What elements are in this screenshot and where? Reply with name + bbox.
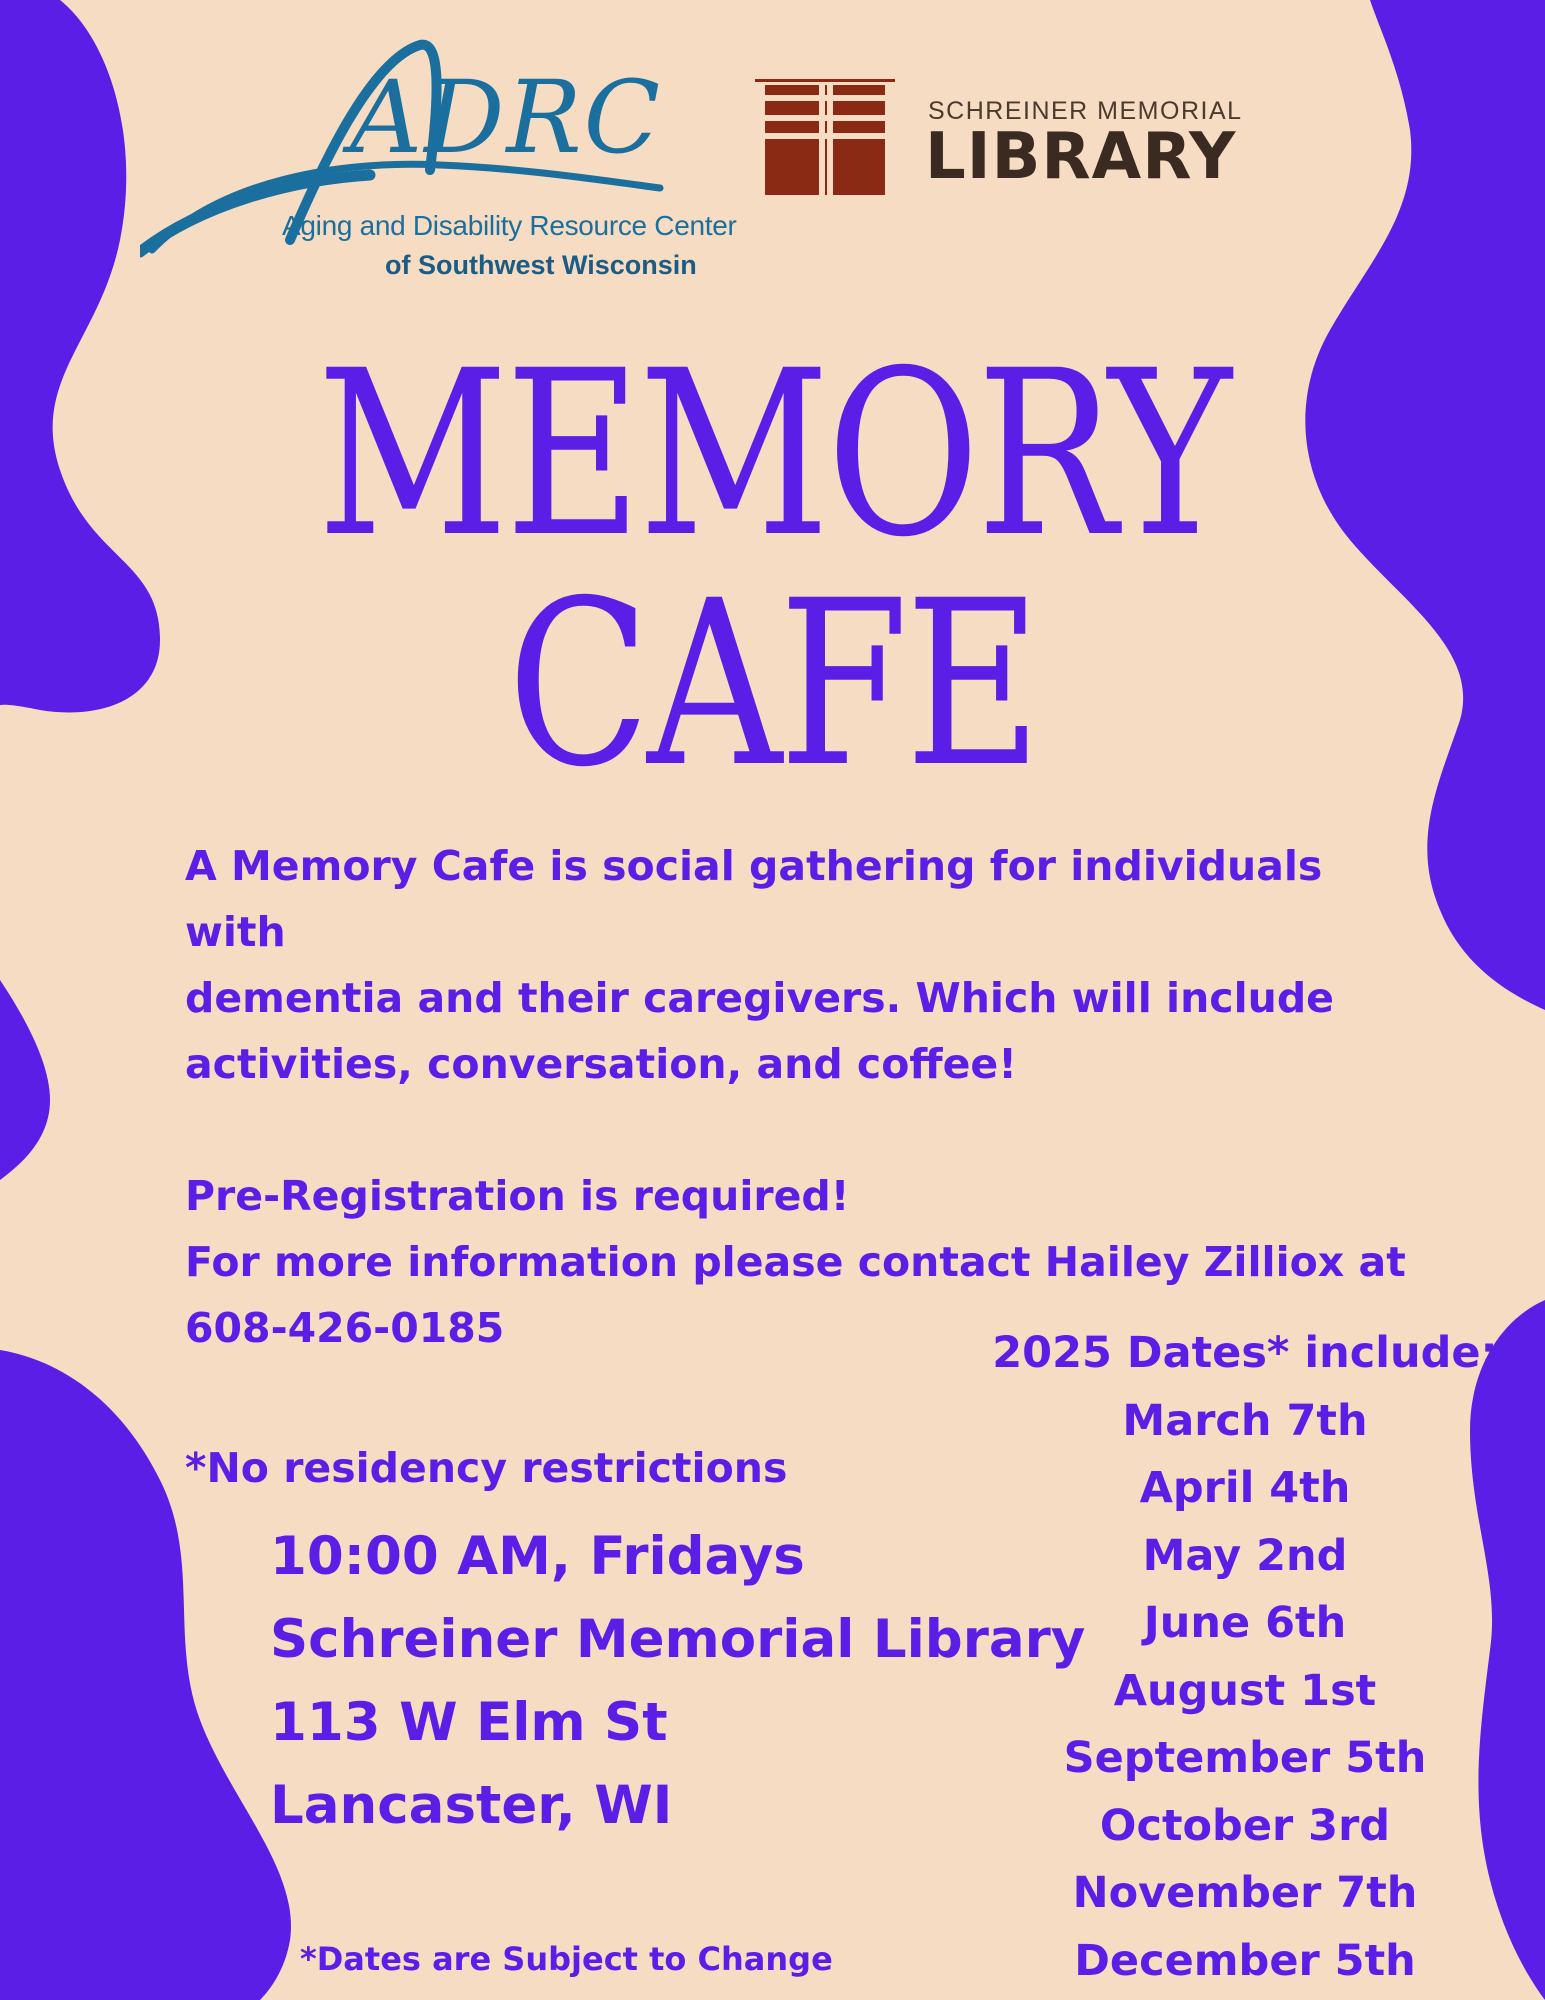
library-logo bbox=[755, 75, 1255, 210]
adrc-logo bbox=[140, 30, 737, 290]
date-item: June 6th bbox=[1143, 1598, 1347, 1648]
spacer bbox=[185, 1097, 1435, 1163]
event-city: Lancaster, WI bbox=[270, 1775, 673, 1836]
description-line: A Memory Cafe is social gathering for individuals with bbox=[185, 842, 1323, 956]
event-venue: Schreiner Memorial Library bbox=[270, 1609, 1086, 1670]
title-cafe: CAFE bbox=[506, 551, 1039, 817]
description-line: dementia and their caregivers. Which will include bbox=[185, 974, 1334, 1022]
date-item: September 5th bbox=[1063, 1733, 1427, 1783]
date-item: November 7th bbox=[1072, 1868, 1418, 1918]
adrc-wordmark: ADRC bbox=[350, 59, 663, 176]
library-columns-icon bbox=[755, 75, 895, 205]
date-item: October 3rd bbox=[1099, 1800, 1391, 1851]
date-item: March 7th bbox=[1122, 1395, 1368, 1446]
date-item: May 2nd bbox=[1142, 1530, 1348, 1581]
date-item: December 5th bbox=[1074, 1935, 1416, 1986]
title-line2 bbox=[0, 551, 1545, 817]
date-item: April 4th bbox=[1139, 1463, 1351, 1513]
title-memory: MEMORY bbox=[316, 321, 1229, 587]
residency-note: *No residency restrictions bbox=[185, 1444, 788, 1492]
description-line: activities, conversation, and coffee! bbox=[185, 1040, 1017, 1088]
library-name-main: LIBRARY bbox=[925, 120, 1237, 194]
event-time: 10:00 AM, Fridays bbox=[270, 1526, 805, 1587]
dates-list bbox=[990, 1320, 1500, 1995]
dates-footnote: *Dates are Subject to Change bbox=[300, 1940, 833, 1978]
event-details bbox=[270, 1515, 1085, 1847]
event-street: 113 W Elm St bbox=[270, 1692, 668, 1753]
registration-required: Pre-Registration is required! bbox=[185, 1172, 850, 1220]
library-name-top: SCHREINER MEMORIAL bbox=[928, 97, 1243, 125]
registration-contact: For more information please contact Hailey Zilliox at bbox=[185, 1238, 1406, 1286]
adrc-name-line1: Aging and Disability Resource Center bbox=[282, 210, 737, 241]
title-line1 bbox=[0, 321, 1545, 587]
dates-heading: 2025 Dates* include: bbox=[992, 1328, 1498, 1378]
registration-phone: 608-426-0185 bbox=[185, 1304, 505, 1352]
adrc-name-line2: of Southwest Wisconsin bbox=[385, 250, 697, 280]
date-item: August 1st bbox=[1113, 1665, 1377, 1716]
